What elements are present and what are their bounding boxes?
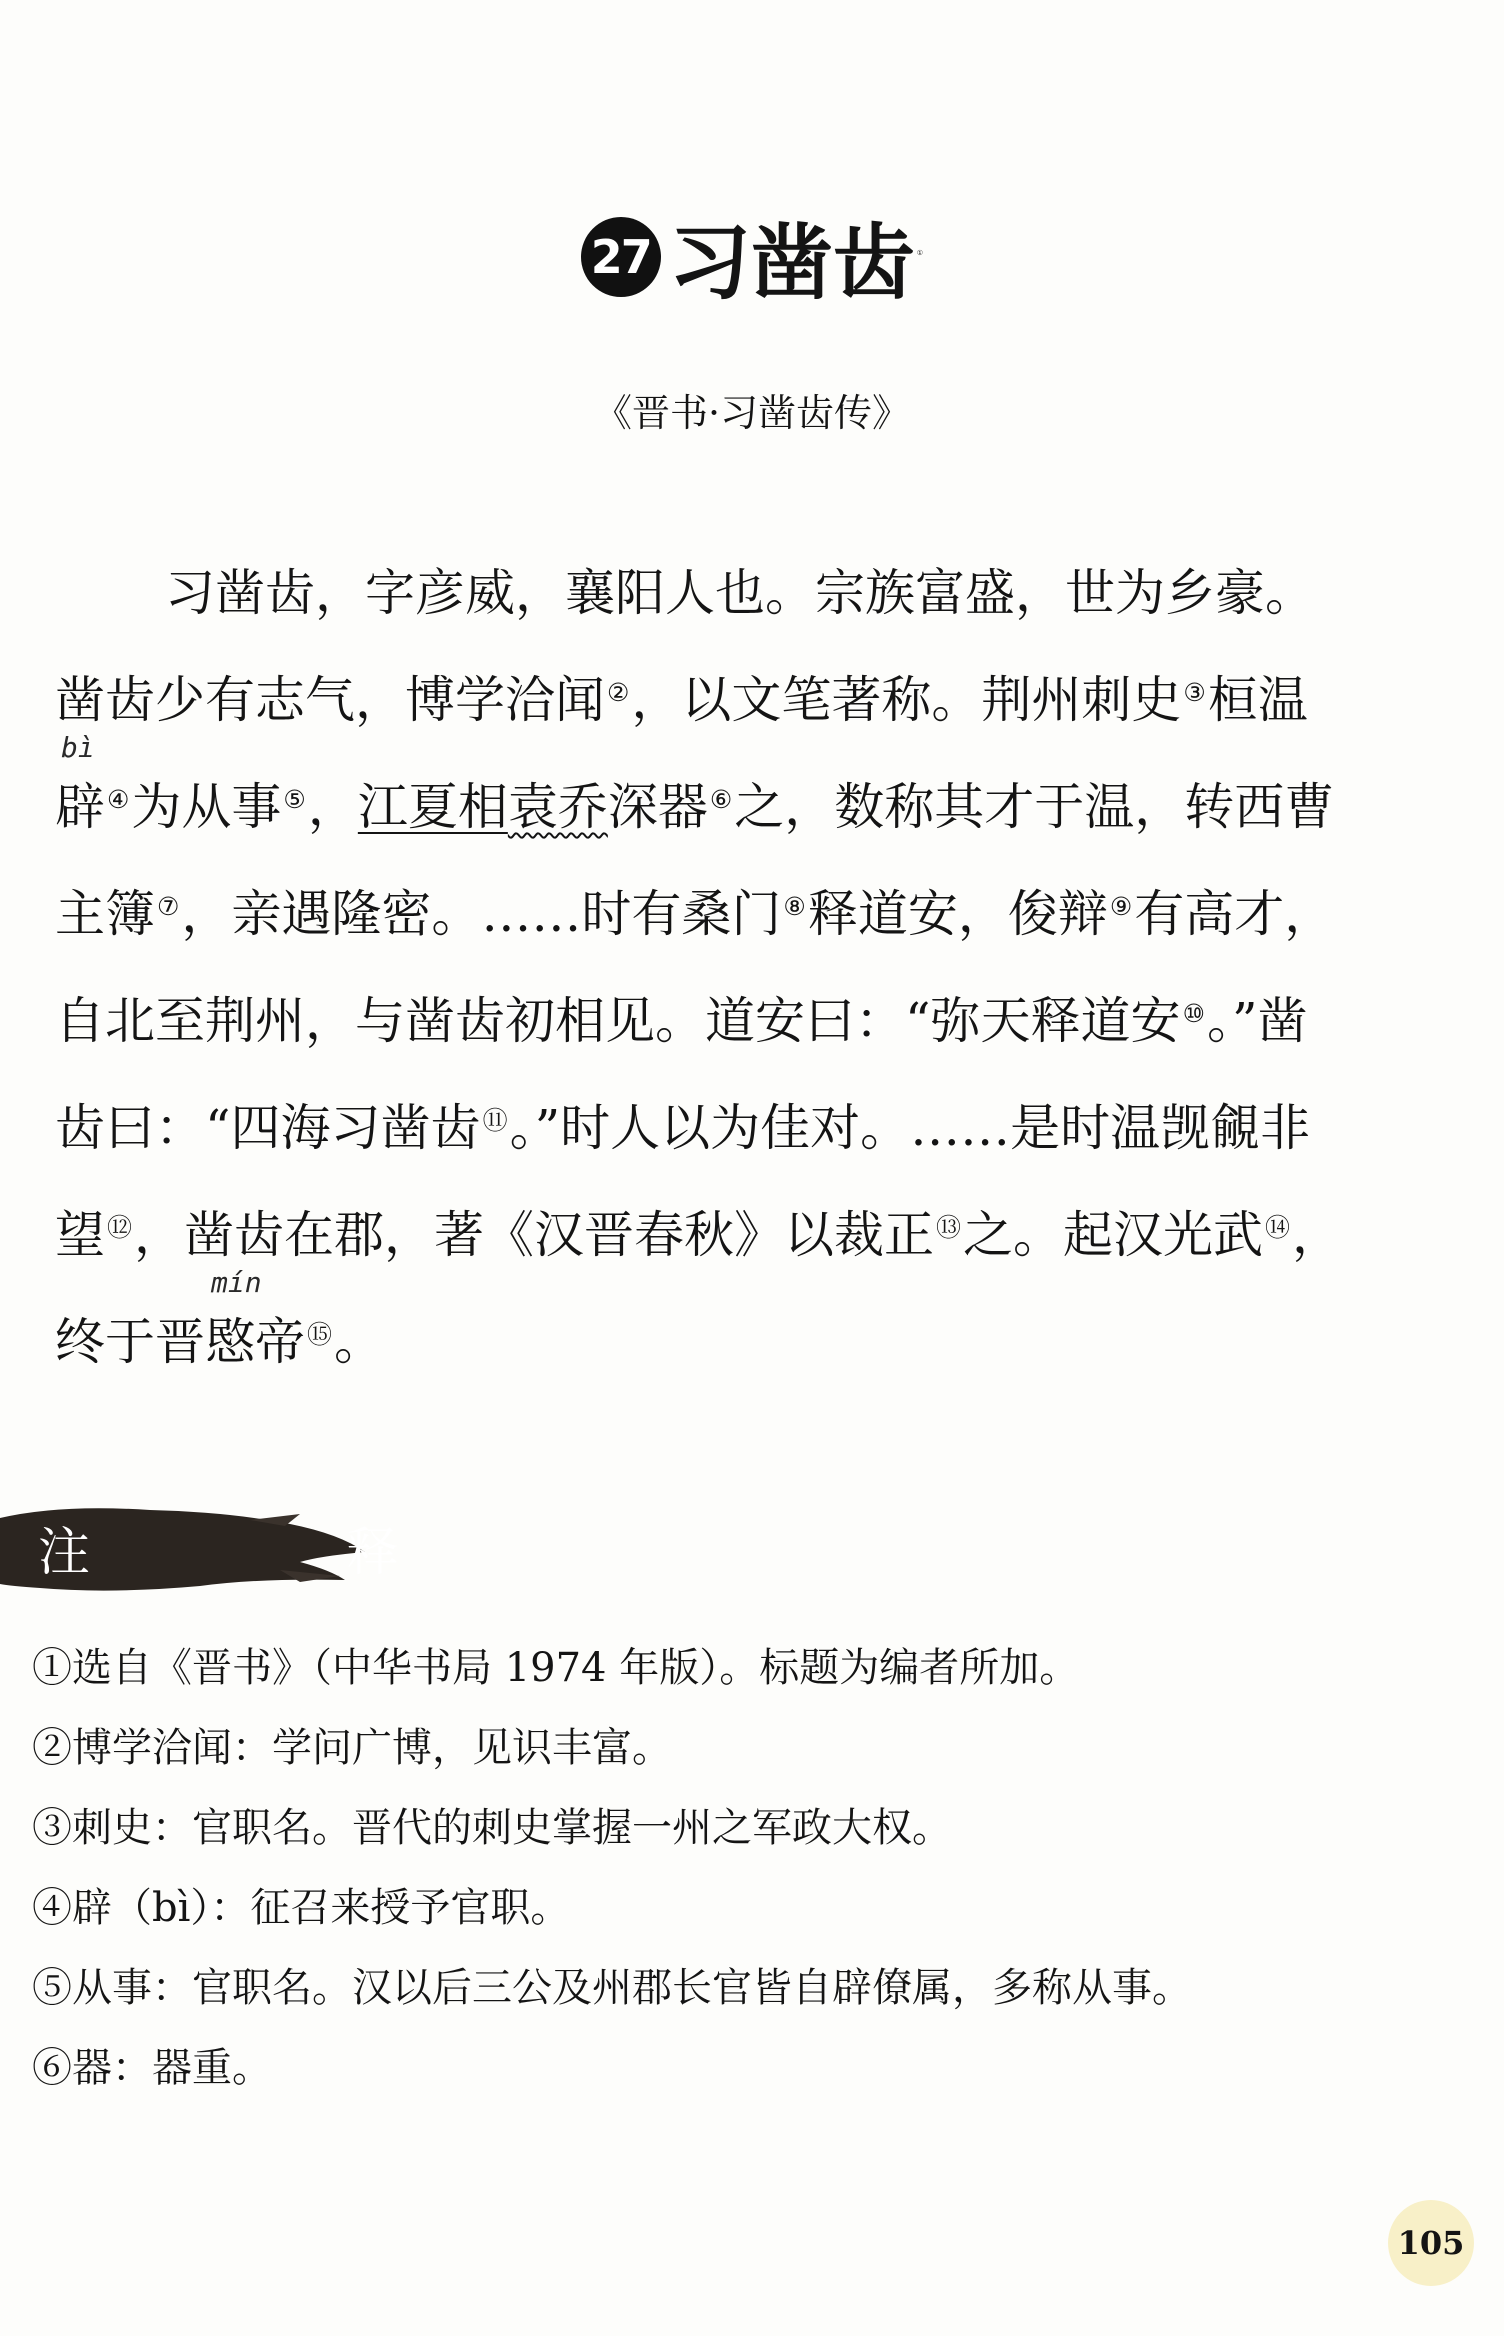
- notes-section-header: [0, 1500, 519, 1595]
- note-ref: ⑪: [482, 1106, 508, 1135]
- footnote-item: ②博学洽闻：学问广博，见识丰富。: [32, 1725, 672, 1771]
- handwritten-annotation: bì 辟: [55, 731, 105, 836]
- note-ref: ⑦: [157, 892, 180, 921]
- note-ref: ②: [607, 678, 630, 707]
- note-ref: ⑮: [307, 1320, 333, 1349]
- note-ref: ⑨: [1109, 892, 1133, 921]
- title-note-ref: ①: [916, 247, 924, 257]
- text-line: 凿齿少有志气，博学洽闻②，以文笔著称。荆州刺史③桓温: [55, 671, 1308, 729]
- note-ref: ⑥: [709, 785, 733, 814]
- note-ref: ③: [1183, 678, 1206, 707]
- text-line: 习凿齿，字彦威，襄阳人也。宗族富盛，世为乡豪。: [165, 564, 1315, 622]
- handwritten-pinyin: mín: [211, 1266, 262, 1299]
- lesson-title: [0, 198, 1504, 315]
- note-ref: ⑬: [936, 1213, 962, 1242]
- handwritten-annotation: mín 愍: [205, 1266, 262, 1371]
- text-line: 望⑫，凿齿在郡，著《汉晋春秋》以裁正⑬之。起汉光武⑭，: [55, 1206, 1343, 1264]
- footnote-item: ①选自《晋书》（中华书局 1974 年版）。标题为编者所加。: [32, 1645, 1080, 1691]
- text-line: 自北至荆州，与凿齿初相见。道安曰：“弥天释道安⑩。”凿: [55, 992, 1308, 1050]
- lesson-title-text: 习凿齿: [668, 216, 915, 311]
- text-line: 齿曰：“四海习凿齿⑪。”时人以为佳对。……是时温觊覦非: [55, 1099, 1311, 1157]
- text-line: bì 辟④为从事⑤，江夏相袁乔深器⑥之，数称其才于温，转西曹: [55, 731, 1335, 836]
- handwritten-pinyin: bì: [61, 731, 95, 764]
- footnote-item: ⑤从事：官职名。汉以后三公及州郡长官皆自辟僚属，多称从事。: [32, 1965, 1192, 2011]
- source-citation: 《晋书·习凿齿传》: [593, 391, 911, 435]
- underlined-place-name: 江夏相: [357, 778, 508, 836]
- footnote-item: ④辟（bì）：征召来授予官职。: [32, 1885, 571, 1931]
- note-ref: ④: [107, 785, 130, 814]
- lesson-number-badge: 27: [581, 217, 661, 297]
- note-ref: ⑤: [283, 785, 306, 814]
- wavy-underlined-person-name: 袁乔: [507, 778, 608, 836]
- note-ref: ⑭: [1265, 1213, 1291, 1242]
- note-ref: ⑫: [107, 1213, 133, 1242]
- note-ref: ⑩: [1182, 999, 1205, 1028]
- footnotes-list: [32, 1628, 1452, 2108]
- text-line: 终于晋 mín 愍帝⑮。: [55, 1266, 385, 1371]
- classical-text-body: [55, 540, 1355, 1396]
- footnote-item: ⑥器：器重。: [32, 2045, 272, 2091]
- page-number: 105: [1388, 2200, 1474, 2286]
- text-line: 主簿⑦，亲遇隆密。……时有桑门⑧释道安，俊辩⑨有高才，: [55, 885, 1335, 943]
- footnote-item: ③刺史：官职名。晋代的刺史掌握一州之军政大权。: [32, 1805, 952, 1851]
- notes-section-title: 注 释: [38, 1523, 519, 1583]
- note-ref: ⑧: [783, 892, 806, 921]
